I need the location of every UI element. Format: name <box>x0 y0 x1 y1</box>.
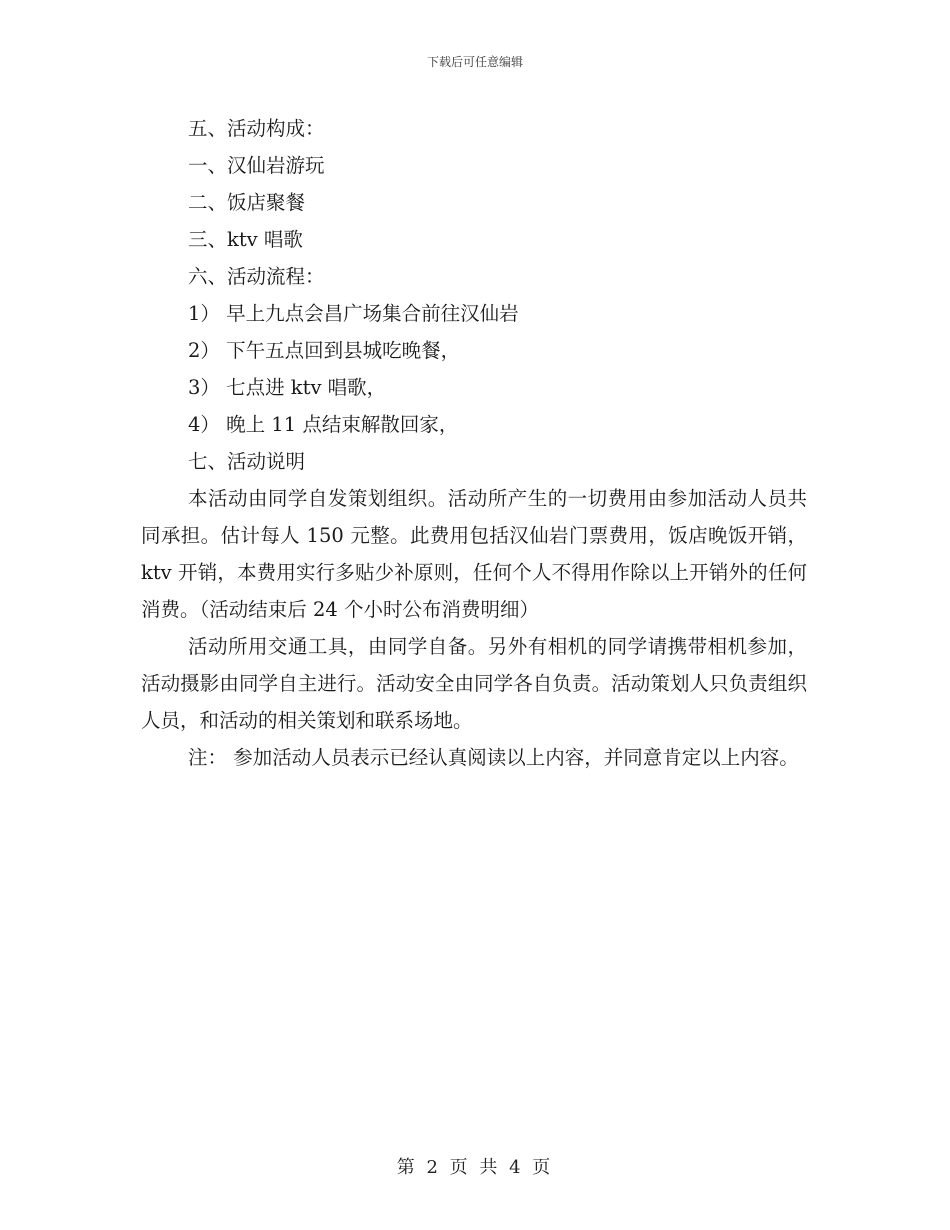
list-item: 二、饭店聚餐 <box>188 191 306 214</box>
paragraph-note: 注： 参加活动人员表示已经认真阅读以上内容，并同意肯定以上内容。 <box>188 746 799 769</box>
list-item: 2） 下午五点回到县城吃晚餐， <box>188 339 461 362</box>
paragraph-cost: 本活动由同学自发策划组织。活动所产生的一切费用由参加活动人员共同承担。估计每人 150 元整。此费用包括汉仙岩门票费用，饭店晚饭开销，ktv 开销，本费用实行多贴少补原则，任何个人不得用作除以上开销外的任何消费。（活动结束后 24 个小时公布消费明细） <box>141 487 807 621</box>
document-body <box>141 110 807 776</box>
paragraph-transport: 活动所用交通工具，由同学自备。另外有相机的同学请携带相机参加，活动摄影由同学自主进行。活动安全由同学各自负责。活动策划人只负责组织人员，和活动的相关策划和联系场地。 <box>141 635 807 732</box>
section-heading-composition: 五、活动构成： <box>188 117 325 140</box>
list-item: 三、ktv 唱歌 <box>188 228 303 251</box>
section-heading-description: 七、活动说明 <box>188 450 306 473</box>
list-item: 一、汉仙岩游玩 <box>188 154 325 177</box>
page-number: 第 2 页 共 4 页 <box>396 1157 554 1178</box>
list-item: 4） 晚上 11 点结束解散回家， <box>188 413 459 436</box>
list-item: 1） 早上九点会昌广场集合前往汉仙岩 <box>188 302 519 325</box>
page-header: 下载后可任意编辑 <box>426 55 523 69</box>
section-heading-process: 六、活动流程： <box>188 265 325 288</box>
list-item: 3） 七点进 ktv 唱歌， <box>188 376 387 399</box>
